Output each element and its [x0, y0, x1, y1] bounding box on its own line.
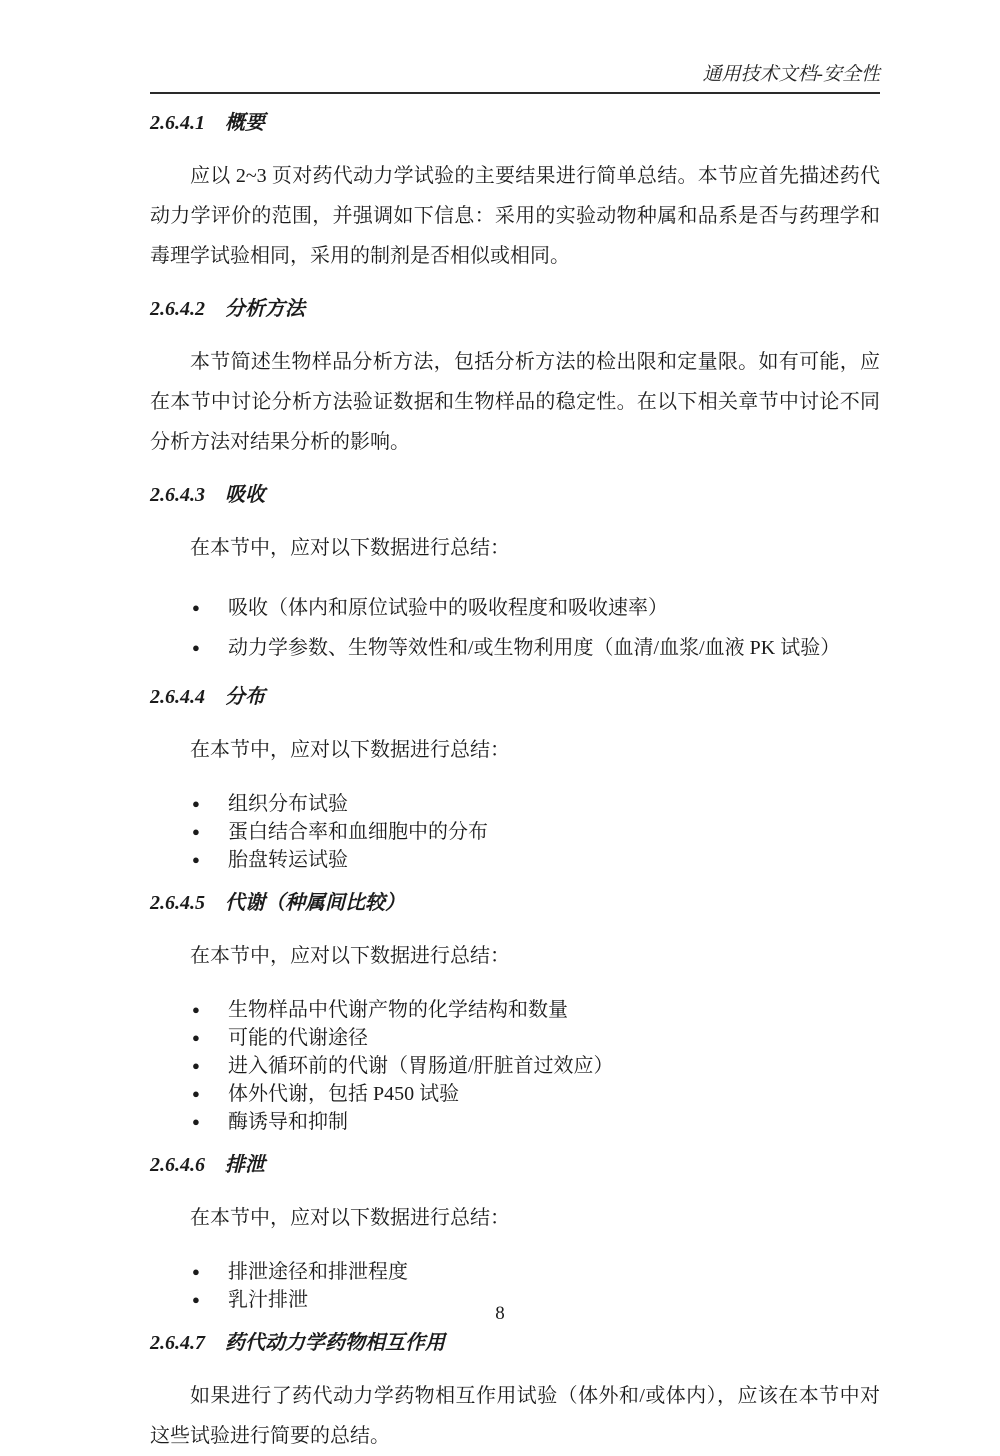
list-item-text: 胎盘转运试验 [228, 849, 348, 871]
section-heading [150, 1330, 880, 1356]
section-distribution [150, 684, 880, 874]
list-intro: 在本节中，应对以下数据进行总结： [190, 1207, 510, 1229]
section-overview [150, 110, 880, 276]
bullet-icon: ● [192, 640, 200, 655]
list-item-text: 生物样品中代谢产物的化学结构和数量 [228, 999, 568, 1021]
bullet-list [150, 790, 880, 874]
heading-number: 2.6.4.7 [150, 1332, 205, 1354]
bullet-icon: ● [192, 1264, 200, 1279]
section-excretion [150, 1152, 880, 1314]
page-header [150, 0, 880, 94]
section-absorption [150, 482, 880, 668]
list-item-text: 组织分布试验 [228, 793, 348, 815]
heading-title: 排泄 [225, 1154, 265, 1176]
list-item-text: 进入循环前的代谢（胃肠道/肝脏首过效应） [228, 1055, 614, 1077]
section-heading [150, 296, 880, 322]
list-item [192, 1052, 880, 1080]
section-heading [150, 482, 880, 508]
list-item-text: 蛋白结合率和血细胞中的分布 [228, 821, 488, 843]
heading-title: 药代动力学药物相互作用 [225, 1332, 445, 1354]
list-item [192, 846, 880, 874]
list-item [192, 1024, 880, 1052]
page-number: 8 [495, 1303, 505, 1324]
bullet-icon: ● [192, 852, 200, 867]
section-heading [150, 110, 880, 136]
heading-title: 概要 [225, 112, 265, 134]
list-intro: 在本节中，应对以下数据进行总结： [190, 739, 510, 761]
bullet-icon: ● [192, 1086, 200, 1101]
bullet-icon: ● [192, 1114, 200, 1129]
list-item [192, 790, 880, 818]
list-item-text: 体外代谢，包括 P450 试验 [228, 1083, 460, 1105]
section-heading [150, 890, 880, 916]
list-intro: 在本节中，应对以下数据进行总结： [190, 945, 510, 967]
bullet-icon: ● [192, 824, 200, 839]
list-item-text: 排泄途径和排泄程度 [228, 1261, 408, 1283]
paragraph: 如果进行了药代动力学药物相互作用试验（体外和/或体内），应该在本节中对这些试验进行简要的总结。 [150, 1385, 880, 1447]
list-item [192, 1258, 880, 1286]
list-item-text: 乳汁排泄 [228, 1289, 308, 1311]
bullet-icon: ● [192, 1002, 200, 1017]
heading-number: 2.6.4.2 [150, 298, 205, 320]
bullet-icon: ● [192, 1058, 200, 1073]
section-heading [150, 1152, 880, 1178]
section-analytical-methods [150, 296, 880, 462]
bullet-icon: ● [192, 600, 200, 615]
heading-number: 2.6.4.5 [150, 892, 205, 914]
heading-number: 2.6.4.4 [150, 686, 205, 708]
list-item-text: 酶诱导和抑制 [228, 1111, 348, 1133]
list-item-text: 吸收（体内和原位试验中的吸收程度和吸收速率） [228, 597, 668, 619]
section-pk-drug-interactions [150, 1330, 880, 1456]
section-metabolism [150, 890, 880, 1136]
list-item-text: 动力学参数、生物等效性和/或生物利用度（血清/血浆/血液 PK 试验） [228, 637, 841, 659]
list-intro: 在本节中，应对以下数据进行总结： [190, 537, 510, 559]
paragraph: 应以 2~3 页对药代动力学试验的主要结果进行简单总结。本节应首先描述药代动力学评价的范围，并强调如下信息：采用的实验动物种属和品系是否与药理学和毒理学试验相同，采用的制剂是否相似或相同。 [150, 165, 880, 267]
bullet-icon: ● [192, 1292, 200, 1307]
page-header-title: 通用技术文档-安全性 [702, 64, 880, 85]
heading-number: 2.6.4.6 [150, 1154, 205, 1176]
bullet-icon: ● [192, 1030, 200, 1045]
heading-title: 分析方法 [225, 298, 305, 320]
heading-number: 2.6.4.3 [150, 484, 205, 506]
list-item [192, 628, 880, 668]
list-item [192, 1080, 880, 1108]
heading-title: 分布 [225, 686, 265, 708]
bullet-icon: ● [192, 796, 200, 811]
section-heading [150, 684, 880, 710]
list-item [192, 996, 880, 1024]
bullet-list [150, 588, 880, 668]
heading-number: 2.6.4.1 [150, 112, 205, 134]
list-item [192, 818, 880, 846]
list-item-text: 可能的代谢途径 [228, 1027, 368, 1049]
heading-title: 代谢（种属间比较） [225, 892, 405, 914]
list-item [192, 1108, 880, 1136]
page-footer [0, 1302, 1000, 1326]
bullet-list [150, 996, 880, 1136]
paragraph: 本节简述生物样品分析方法，包括分析方法的检出限和定量限。如有可能，应在本节中讨论分析方法验证数据和生物样品的稳定性。在以下相关章节中讨论不同分析方法对结果分析的影响。 [150, 351, 880, 453]
heading-title: 吸收 [225, 484, 265, 506]
list-item [192, 588, 880, 628]
